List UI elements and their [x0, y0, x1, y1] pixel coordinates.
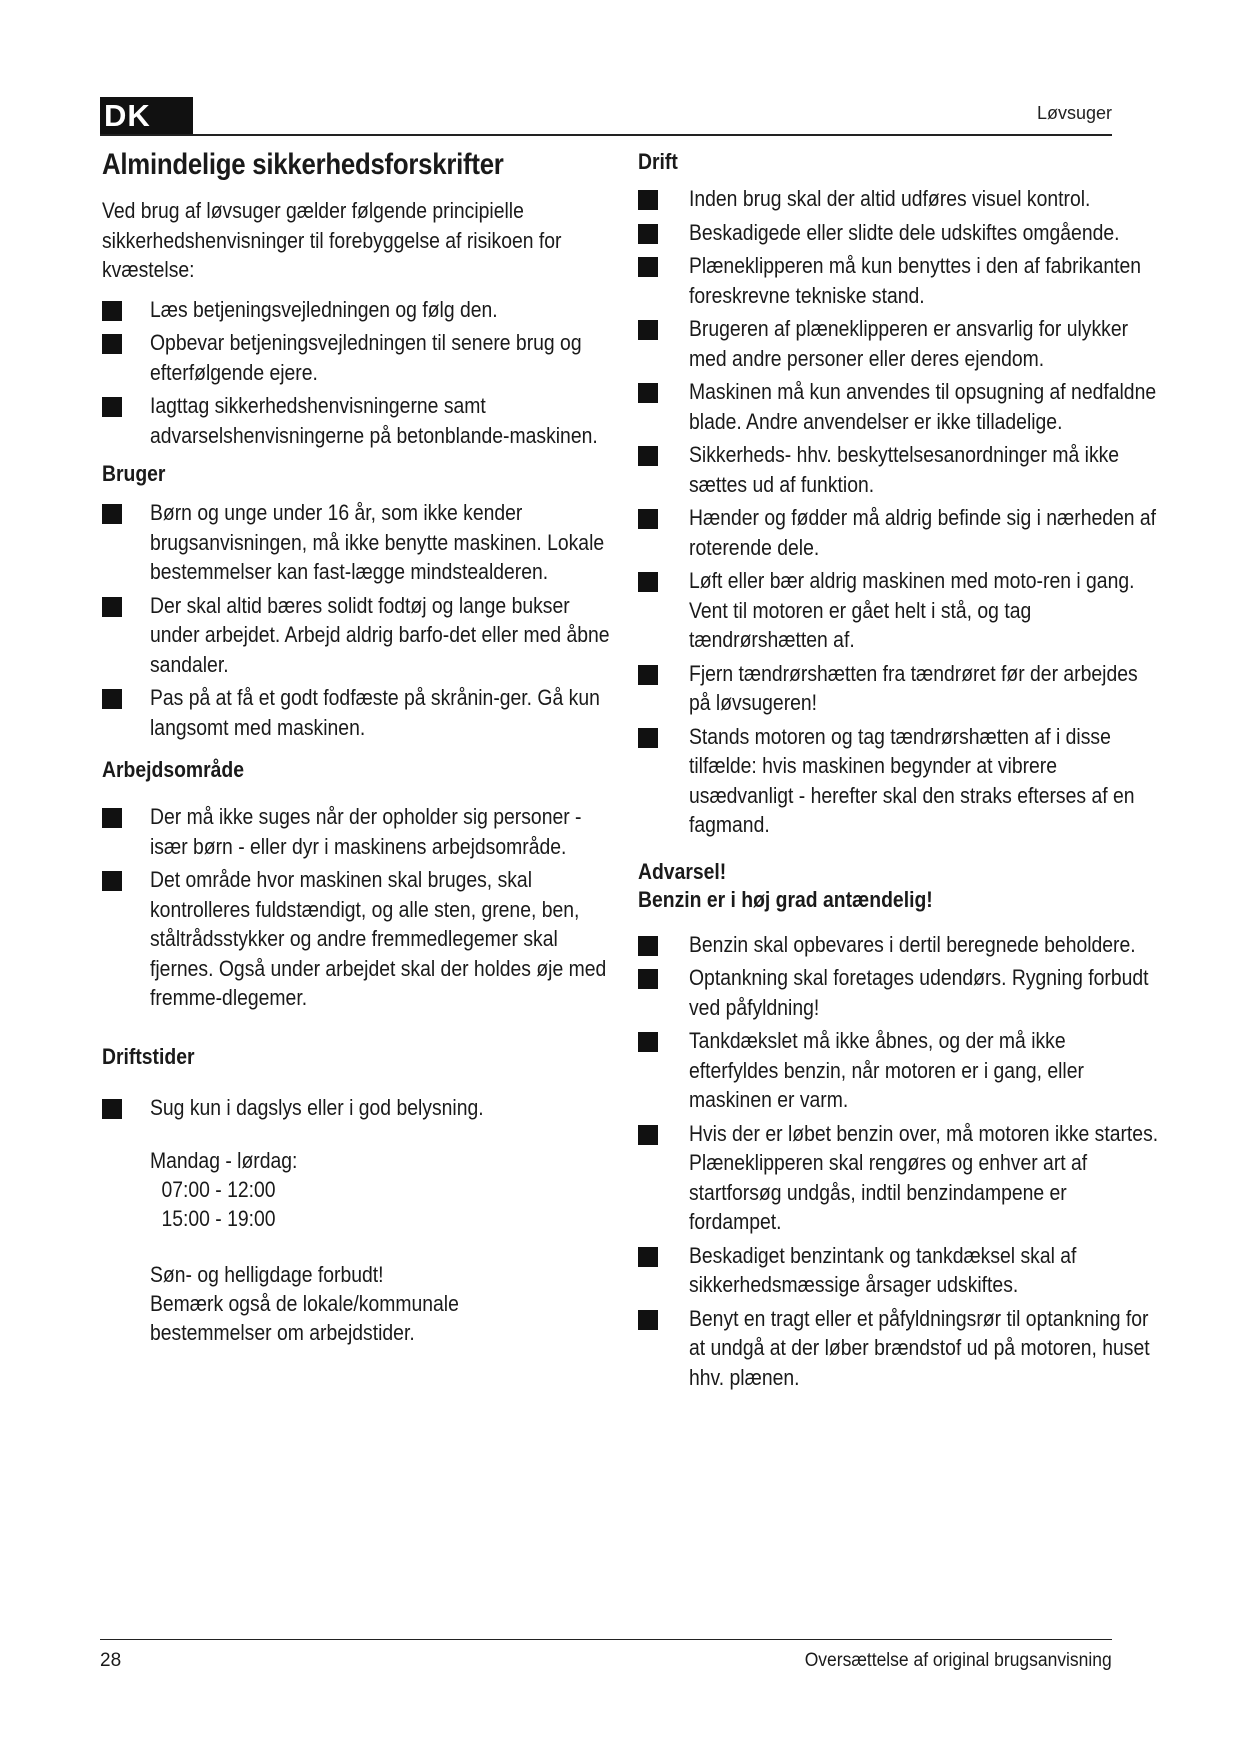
page-title: Almindelige sikkerhedsforskrifter: [102, 148, 504, 181]
list-item-text: Det område hvor maskinen skal bruges, skal kontrolleres fuldstændigt, og alle sten, grene, ben, ståltrådsstykker og andre fremmedlegemer skal fjernes. Også under arbejdet skal der holdes øje med fremme-dlegemer.: [150, 867, 607, 1010]
list-item: [102, 591, 610, 680]
bruger-list: [102, 498, 610, 742]
list-item-text: Fjern tændrørshætten fra tændrøret før der arbejdes på løvsugeren!: [689, 660, 1138, 715]
right-column: [638, 148, 1159, 1396]
list-item-text: Løft eller bær aldrig maskinen med moto-ren i gang. Vent til motoren er gået helt i stå, og tag tændrørshætten af.: [689, 568, 1135, 652]
list-item: [102, 683, 600, 742]
list-item-text: Beskadiget benzintank og tankdæksel skal af sikkerhedsmæssige årsager udskiftes.: [689, 1242, 1077, 1297]
list-item: [638, 1304, 1150, 1393]
list-item-text: Benzin skal opbevares i dertil beregnede beholdere.: [689, 931, 1136, 957]
warning-heading: Advarsel!: [638, 858, 727, 884]
header-title: Løvsuger: [1036, 103, 1112, 123]
square-bullet-icon: [102, 689, 122, 709]
driftstider-heading: Driftstider: [102, 1043, 195, 1069]
intro-list: [102, 295, 598, 451]
list-item-text: Maskinen må kun anvendes til opsugning af nedfaldne blade. Andre anvendelser er ikke tilladelige.: [689, 379, 1157, 434]
list-item-text: Inden brug skal der altid udføres visuel kontrol.: [689, 186, 1091, 211]
list-item-text: Sikkerheds- hhv. beskyttelsesanordninger må ikke sættes ud af funktion.: [689, 442, 1120, 497]
square-bullet-icon: [102, 808, 122, 828]
schedule-slot-2: 15:00 - 19:00: [161, 1206, 276, 1231]
list-item: [102, 328, 582, 387]
square-bullet-icon: [638, 936, 658, 956]
square-bullet-icon: [638, 190, 658, 210]
schedule-slot-1: 07:00 - 12:00: [161, 1177, 276, 1202]
arbejdsomraade-heading: Arbejdsområde: [102, 757, 245, 782]
schedule-note-3: bestemmelser om arbejdstider.: [150, 1320, 415, 1345]
footer-note: Oversættelse af original brugsanvisning: [804, 1650, 1112, 1671]
list-item: [638, 503, 1157, 562]
drift-list: [638, 184, 1157, 840]
list-item-text: Der skal altid bæres solidt fodtøj og lange bukser under arbejdet. Arbejd aldrig barfo-det eller med åbne sandaler.: [150, 592, 610, 677]
list-item: [638, 440, 1123, 499]
list-item-text: Benyt en tragt eller et påfyldningsrør til optankning for at undgå at der løber brændstof ud på motoren, huset hhv. plænen.: [689, 1305, 1150, 1390]
square-bullet-icon: [638, 969, 658, 989]
intro-paragraph: Ved brug af løvsuger gælder følgende principielle sikkerhedshenvisninger til forebyggelse af risikoen for kvæstelse:: [102, 198, 562, 282]
schedule-days: Mandag - lørdag:: [150, 1148, 298, 1173]
page-header: [100, 97, 1112, 136]
list-item: [638, 659, 1138, 718]
schedule-note-2: Bemærk også de lokale/kommunale: [150, 1291, 459, 1316]
list-item: [638, 377, 1157, 436]
list-item: [102, 391, 598, 450]
list-item-text: Pas på at få et godt fodfæste på skrånin-ger. Gå kun langsomt med maskinen.: [150, 685, 600, 740]
list-item: [638, 184, 1123, 214]
warning-subheading: Benzin er i høj grad antændelig!: [638, 886, 933, 912]
square-bullet-icon: [102, 1099, 122, 1119]
warning-list: [638, 930, 1159, 1393]
square-bullet-icon: [638, 728, 658, 748]
list-item: [102, 802, 582, 861]
list-item-text: Stands motoren og tag tændrørshætten af i disse tilfælde: hvis maskinen begynder at vibrere usædvanligt - herefter skal den straks efterses af en fagmand.: [689, 723, 1135, 837]
square-bullet-icon: [102, 397, 122, 417]
list-item-text: Optankning skal foretages udendørs. Rygning forbudt ved påfyldning!: [689, 965, 1149, 1020]
list-item-text: Beskadigede eller slidte dele udskiftes omgående.: [689, 219, 1120, 245]
square-bullet-icon: [638, 1310, 658, 1330]
square-bullet-icon: [102, 597, 122, 617]
drift-heading: Drift: [638, 149, 678, 174]
arbejdsomraade-list: [102, 802, 607, 1013]
list-item-text: Sug kun i dagslys eller i god belysning.: [150, 1094, 484, 1120]
list-item: [638, 1241, 1123, 1300]
square-bullet-icon: [638, 572, 658, 592]
square-bullet-icon: [638, 1247, 658, 1267]
schedule-block: [102, 1146, 582, 1347]
list-item: [638, 218, 1123, 248]
square-bullet-icon: [102, 301, 122, 321]
square-bullet-icon: [638, 383, 658, 403]
list-item-text: Læs betjeningsvejledningen og følg den.: [150, 296, 498, 322]
square-bullet-icon: [638, 257, 658, 277]
list-item: [102, 295, 582, 325]
list-item-text: Opbevar betjeningsvejledningen til senere brug og efterfølgende ejere.: [150, 330, 582, 385]
driftstider-list: [102, 1093, 582, 1123]
list-item-text: Hænder og fødder må aldrig befinde sig i nærheden af roterende dele.: [689, 505, 1157, 560]
square-bullet-icon: [638, 665, 658, 685]
square-bullet-icon: [638, 224, 658, 244]
square-bullet-icon: [638, 509, 658, 529]
list-item: [638, 314, 1129, 373]
square-bullet-icon: [102, 871, 122, 891]
bruger-heading: Bruger: [102, 461, 166, 486]
square-bullet-icon: [638, 320, 658, 340]
list-item: [638, 930, 1136, 960]
list-item: [638, 963, 1149, 1022]
square-bullet-icon: [638, 446, 658, 466]
list-item: [638, 1026, 1123, 1115]
list-item: [638, 722, 1135, 840]
language-tab: DK: [100, 97, 193, 134]
schedule-note-1: Søn- og helligdage forbudt!: [150, 1262, 384, 1287]
list-item-text: Tankdækslet må ikke åbnes, og der må ikke efterfyldes benzin, når motoren er i gang, eller maskinen er varm.: [689, 1028, 1084, 1112]
list-item: [102, 865, 607, 1013]
page-footer: [100, 1639, 1112, 1676]
list-item-text: Der må ikke suges når der opholder sig personer - især børn - eller dyr i maskinens arbejdsområde.: [150, 804, 582, 859]
list-item: [102, 1093, 582, 1123]
square-bullet-icon: [102, 334, 122, 354]
page-number: 28: [100, 1650, 122, 1671]
left-column: [102, 148, 610, 1347]
list-item-text: Brugeren af plæneklipperen er ansvarlig for ulykker med andre personer eller deres ejendom.: [689, 316, 1129, 371]
list-item-text: Plæneklipperen må kun benyttes i den af fabrikanten foreskrevne tekniske stand.: [689, 253, 1142, 308]
square-bullet-icon: [638, 1125, 658, 1145]
list-item-text: Iagttag sikkerhedshenvisningerne samt advarselshenvisningerne på betonblande-maskinen.: [150, 393, 598, 448]
square-bullet-icon: [102, 504, 122, 524]
list-item: [638, 1119, 1159, 1237]
list-item: [638, 566, 1135, 655]
square-bullet-icon: [638, 1032, 658, 1052]
list-item: [102, 498, 605, 587]
list-item-text: Børn og unge under 16 år, som ikke kender brugsanvisningen, må ikke benytte maskinen. Lokale bestemmelser kan fast-lægge mindstealderen.: [150, 500, 605, 584]
list-item: [638, 251, 1142, 310]
list-item-text: Hvis der er løbet benzin over, må motoren ikke startes. Plæneklipperen skal rengøres og enhver art af startforsøg undgås, indtil benzindampene er fordampet.: [689, 1120, 1159, 1234]
